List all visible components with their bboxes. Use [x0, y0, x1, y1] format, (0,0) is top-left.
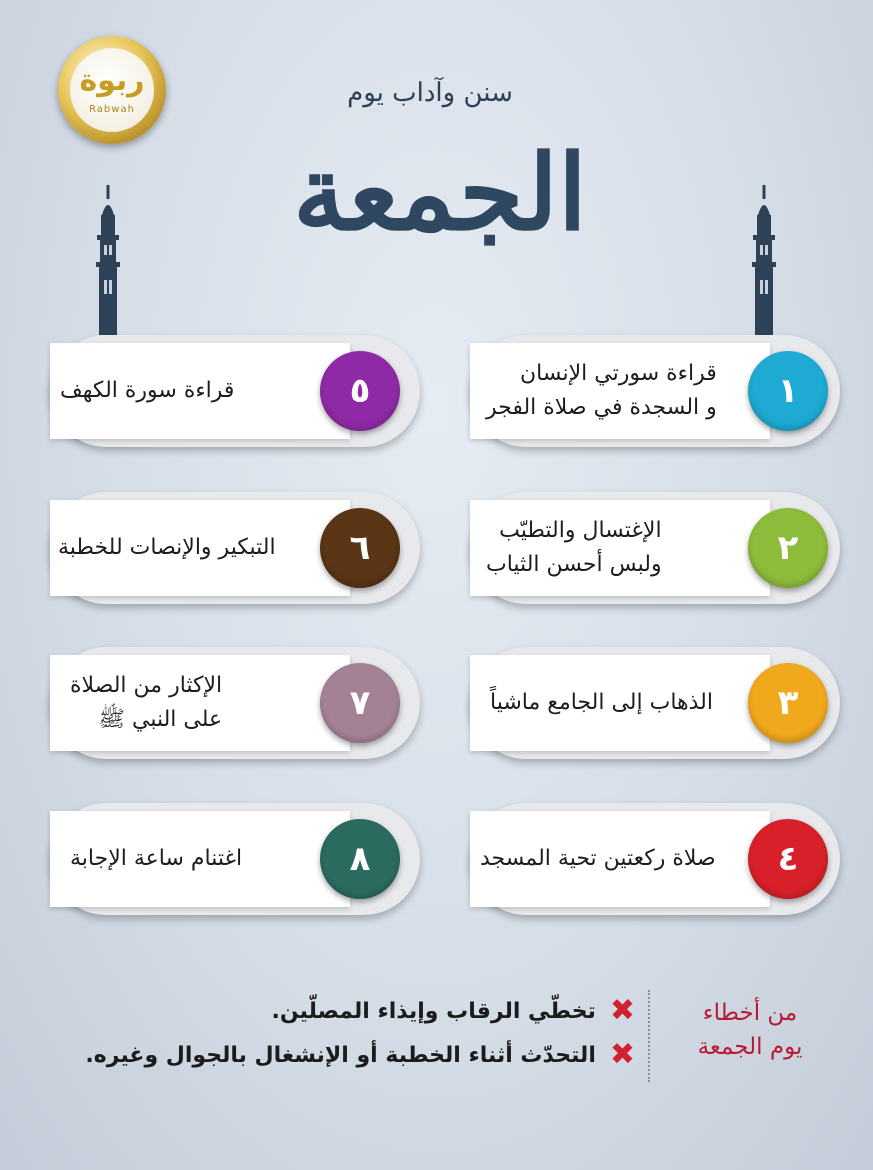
item-text: اغتنام ساعة الإجابة [70, 846, 243, 871]
badge-number: ٨ [349, 839, 371, 879]
mistake-text: التحدّث أثناء الخطبة أو الإنشغال بالجوال وغيره. [85, 1042, 596, 1068]
number-badge [748, 663, 828, 743]
badge-number: ٥ [349, 371, 371, 411]
number-badge [320, 663, 400, 743]
mistakes-divider [648, 990, 650, 1082]
badge-number: ٧ [349, 683, 371, 723]
number-badge [320, 819, 400, 899]
sunnah-item-5 [50, 335, 420, 447]
sunnah-item-1 [470, 335, 840, 447]
brand-logo [58, 36, 166, 144]
badge-number: ٣ [777, 683, 799, 723]
sunnah-item-7 [50, 647, 420, 759]
logo-text: Rabwah [89, 104, 135, 115]
badge-number: ١ [777, 371, 799, 411]
page-subtitle: سنن وآداب يوم [347, 78, 513, 108]
badge-number: ٢ [777, 528, 799, 568]
logo-inner [70, 48, 154, 132]
mistake-item [271, 993, 635, 1028]
item-text: الذهاب إلى الجامع ماشياً [490, 690, 713, 715]
number-badge [320, 508, 400, 588]
minaret-right-icon [744, 185, 784, 335]
sunnah-item-4 [470, 803, 840, 915]
badge-number: ٤ [777, 839, 799, 879]
number-badge [748, 351, 828, 431]
sunnah-item-8 [50, 803, 420, 915]
sunnah-item-2 [470, 492, 840, 604]
mistakes-heading: من أخطاء يوم الجمعة [697, 1000, 803, 1060]
number-badge [748, 508, 828, 588]
logo-mark: ربوة [79, 63, 145, 98]
mistake-item [85, 1037, 635, 1072]
item-text: صلاة ركعتين تحية المسجد [480, 846, 716, 871]
item-text: الإكثار من الصلاة على النبي ﷺ [70, 673, 223, 732]
number-badge [748, 819, 828, 899]
sunnah-item-3 [470, 647, 840, 759]
x-mark-icon: ✖ [609, 1037, 635, 1072]
x-mark-icon: ✖ [609, 993, 635, 1028]
mistake-text: تخطّي الرقاب وإيذاء المصلّين. [271, 998, 596, 1024]
mistakes-section [30, 990, 840, 1085]
item-text: التبكير والإنصات للخطبة [58, 535, 276, 560]
item-text: قراءة سورتي الإنسان و السجدة في صلاة الفجر [486, 361, 717, 420]
page-title: الجمعة [293, 131, 587, 254]
number-badge [320, 351, 400, 431]
badge-number: ٦ [349, 528, 371, 568]
item-text: الإغتسال والتطيّب ولبس أحسن الثياب [486, 518, 662, 577]
sunnah-item-6 [50, 492, 420, 604]
minaret-left-icon [88, 185, 128, 335]
item-text: قراءة سورة الكهف [60, 378, 235, 403]
